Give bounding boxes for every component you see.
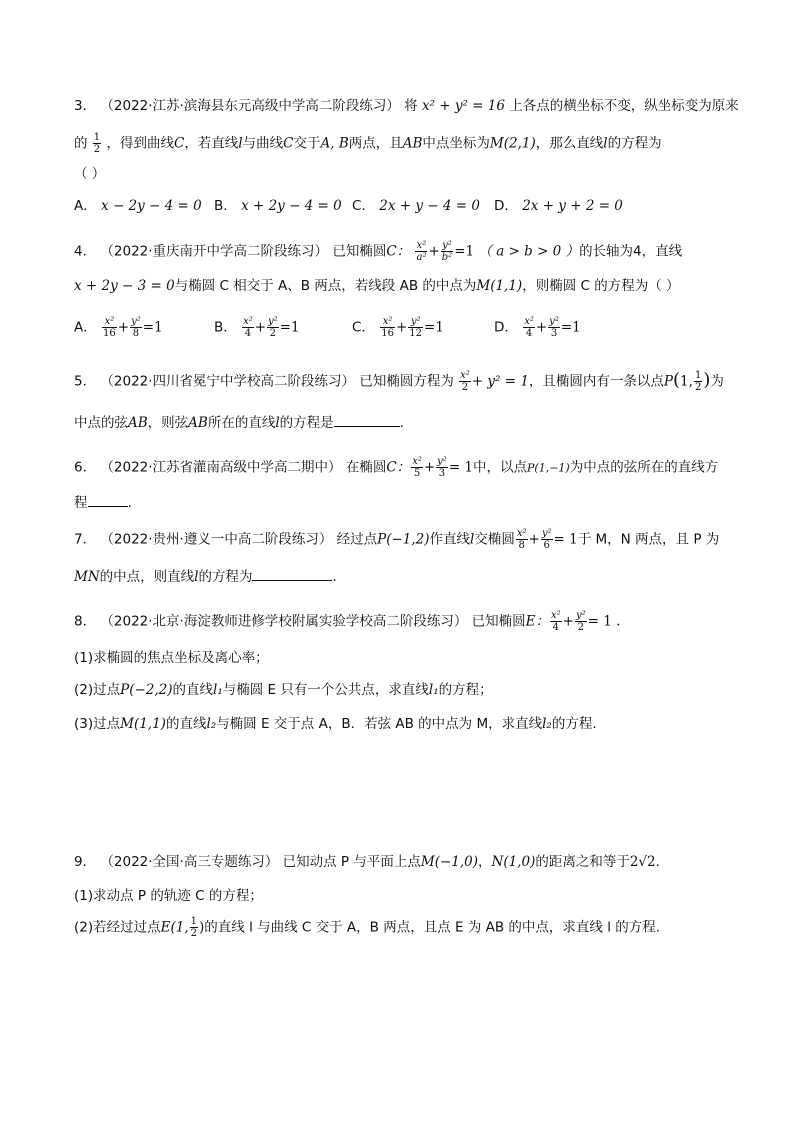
- fraction: [436, 456, 448, 479]
- text: 已知椭圆方程为: [359, 373, 454, 390]
- numerator: x²: [416, 240, 427, 251]
- text: .: [399, 415, 404, 431]
- fraction: [102, 316, 117, 339]
- math-var: P(−2,2): [120, 682, 173, 698]
- option-c[interactable]: [352, 316, 444, 339]
- fraction: [408, 316, 423, 339]
- numerator: y²: [437, 456, 447, 467]
- plus: +: [423, 459, 436, 476]
- denominator: 16: [103, 328, 116, 339]
- paren-close: ): [703, 369, 711, 391]
- denominator: 2: [694, 382, 702, 393]
- question-source: （2022·贵州·遵义一中高二阶段练习）: [100, 531, 333, 548]
- denominator: 3: [550, 328, 558, 339]
- math-var: M(1,1): [476, 278, 523, 294]
- denominator: b²: [441, 252, 453, 263]
- plus: +: [535, 319, 548, 336]
- question-5-line-1: [74, 370, 740, 393]
- text: 作直线: [429, 531, 471, 548]
- question-number: 9．: [74, 854, 97, 870]
- math-var: MN: [74, 569, 100, 585]
- plus: +: [562, 613, 574, 630]
- text: .: [127, 495, 132, 511]
- text: 的直线 l 与曲线 C 交于 A，B 两点，且点 E 为 AB 的中点，求直线 l 的方程.: [204, 919, 661, 936]
- numerator: y²: [131, 316, 141, 327]
- text: 为: [710, 373, 724, 390]
- question-9-part-2: [74, 916, 740, 939]
- numerator: y²: [268, 316, 278, 327]
- math-var: l: [194, 569, 199, 585]
- math-var: l₁: [213, 682, 223, 698]
- numerator: y²: [549, 316, 559, 327]
- math-var: l₂: [206, 716, 217, 732]
- math-var: AB: [188, 415, 208, 431]
- fraction: [541, 528, 553, 551]
- text: 交椭圆: [474, 531, 515, 548]
- denominator: 2: [269, 328, 277, 339]
- denominator: 2: [93, 144, 101, 155]
- option-b[interactable]: [214, 316, 300, 339]
- math-var: P(1,−1): [527, 461, 570, 475]
- math-var: P: [663, 373, 674, 390]
- question-8-line-1: [74, 610, 740, 633]
- option-label: D．: [494, 198, 518, 214]
- question-number: 8．: [74, 613, 97, 630]
- question-source: （2022·江苏·滨海县东元高级中学高二阶段练习）: [100, 98, 400, 114]
- text: 的中点，则直线: [99, 569, 195, 585]
- text: 经过点: [336, 531, 378, 548]
- fraction: [516, 528, 528, 551]
- text: ，得到曲线: [106, 135, 174, 152]
- text: 的直线: [172, 682, 214, 698]
- answer-parens: （ ）: [74, 166, 106, 182]
- question-9-part-1: [74, 886, 740, 906]
- text: 为中点的弦所在的直线方: [569, 459, 719, 476]
- numerator: x²: [551, 610, 561, 621]
- option-label: A．: [74, 319, 97, 336]
- text: .: [655, 854, 660, 870]
- question-6-line-1: [74, 456, 740, 479]
- text: 中点坐标为: [422, 135, 490, 152]
- paren-close: ): [199, 919, 205, 936]
- text: 的距离之和等于: [535, 854, 630, 870]
- numerator: x²: [102, 316, 117, 328]
- option-b[interactable]: [214, 196, 342, 216]
- text: 在椭圆: [345, 459, 387, 476]
- question-8-part-3: [74, 714, 740, 734]
- numerator: x²: [460, 370, 470, 381]
- math-var: M(2,1): [489, 135, 536, 152]
- text: (2)若经过过点: [74, 919, 161, 936]
- math-var: M(1,1): [120, 716, 166, 732]
- question-number: 6．: [74, 459, 97, 476]
- denominator: 12: [409, 328, 423, 339]
- numerator: y²: [575, 610, 586, 621]
- option-c[interactable]: [352, 196, 480, 216]
- text: 已知椭圆: [471, 613, 526, 630]
- denominator: 2: [461, 382, 469, 393]
- equals-one: =1: [142, 319, 163, 336]
- text: (1)求动点 P 的轨迹 C 的方程；: [74, 888, 263, 904]
- text: 交于: [293, 135, 321, 152]
- math-var: M(−1,0): [420, 854, 479, 870]
- question-7-line-2: [74, 566, 740, 587]
- text: ，且椭圆内有一条以点: [528, 373, 664, 390]
- math-var: l: [470, 531, 475, 548]
- question-8-part-1: [74, 648, 740, 668]
- denominator: 3: [438, 468, 446, 479]
- math-var: P(−1,2): [377, 531, 430, 548]
- answer-blank[interactable]: [252, 566, 332, 581]
- math-var: E：: [525, 613, 549, 630]
- equals-one: = 1: [448, 459, 474, 476]
- question-source: （2022·北京·海淀教师进修学校附属实验学校高二阶段练习）: [100, 613, 468, 630]
- math-var: C：: [386, 243, 411, 260]
- equals-one: = 1 .: [587, 613, 621, 630]
- text: .: [332, 569, 337, 585]
- math-var: AB: [128, 415, 148, 431]
- question-4-line-1: [74, 240, 740, 263]
- text: ，那么直线: [535, 135, 604, 152]
- numerator: x²: [412, 456, 422, 467]
- text: 两点，且: [348, 135, 403, 152]
- fraction: [411, 456, 423, 479]
- question-source: （2022·四川省冕宁中学校高二阶段练习）: [100, 373, 356, 390]
- question-8-part-2: [74, 680, 740, 700]
- plus: +: [395, 319, 408, 336]
- equals-one: =1: [279, 319, 300, 336]
- math-var: AB: [402, 135, 423, 152]
- text: 的直线: [165, 716, 207, 732]
- option-label: B．: [214, 319, 237, 336]
- text: 与椭圆 E 交于点 A，B．若弦 AB 的中点为 M，求直线: [216, 716, 543, 732]
- math-var: l: [275, 415, 280, 431]
- fraction: [523, 316, 535, 339]
- text: (2)过点: [74, 682, 121, 698]
- option-a[interactable]: [74, 196, 202, 216]
- equals-one: =1: [454, 243, 475, 260]
- text: 已知动点 P 与平面上点: [282, 854, 421, 870]
- math-var: C: [283, 135, 294, 152]
- text: ，若直线: [184, 135, 239, 152]
- denominator: 2: [577, 622, 584, 633]
- option-label: A．: [74, 198, 97, 214]
- text: 程: [74, 495, 88, 511]
- text: 于 M，N 两点，且 P 为: [577, 531, 720, 548]
- question-number: 5．: [74, 373, 97, 390]
- text: 的方程为: [607, 135, 662, 152]
- math-var: l: [238, 135, 243, 152]
- answer-blank[interactable]: [88, 492, 128, 507]
- option-expr: x − 2y − 4 = 0: [101, 198, 202, 214]
- option-d[interactable]: [494, 196, 623, 216]
- question-source: （2022·全国·高三专题练习）: [100, 854, 279, 870]
- question-5-line-2: [74, 412, 740, 433]
- equals-one: = 1: [553, 531, 578, 548]
- text: 将: [404, 98, 418, 114]
- text: 与椭圆 C 相交于 A、B 两点，若线段 AB 的中点为: [174, 278, 477, 294]
- fraction: [550, 610, 562, 633]
- numerator: x²: [524, 316, 534, 327]
- question-source: （2022·重庆南开中学高二阶段练习）: [100, 243, 329, 260]
- text: 与曲线: [242, 135, 284, 152]
- text: 中点的弦: [74, 415, 128, 431]
- fraction: [548, 316, 560, 339]
- math-var: A, B: [320, 135, 349, 152]
- math-var: l₂: [542, 716, 552, 732]
- numerator: y²: [442, 240, 452, 251]
- numerator: 1: [93, 132, 101, 143]
- text: ，则椭圆 C 的方程为（ ）: [522, 278, 680, 294]
- option-label: B．: [214, 198, 237, 214]
- text: 的方程是: [279, 415, 334, 431]
- sqrt-value: 2√2: [629, 854, 656, 870]
- denominator: 16: [381, 328, 394, 339]
- fraction: [242, 316, 254, 339]
- denominator: a²: [416, 252, 427, 263]
- denominator: 5: [413, 468, 421, 479]
- plus: +: [117, 319, 130, 336]
- math-var: l₁: [428, 682, 439, 698]
- text: (1)求椭圆的焦点坐标及离心率；: [74, 650, 269, 666]
- fraction: [93, 132, 101, 155]
- question-9-line-1: [74, 852, 740, 872]
- question-4-line-2: [74, 276, 740, 296]
- option-label: D．: [494, 319, 518, 336]
- text: 的方程为: [198, 569, 253, 585]
- equation: + y² = 1: [471, 373, 529, 390]
- fraction: [267, 316, 279, 339]
- text: 中，以点: [473, 459, 528, 476]
- fraction: [380, 316, 395, 339]
- text: 上各点的横坐标不变，纵坐标变为原来: [509, 98, 739, 114]
- equation: x + 2y − 3 = 0: [74, 278, 175, 294]
- point-x: 1,: [680, 373, 693, 390]
- denominator: 6: [543, 540, 550, 551]
- fraction-y2-b2: [441, 240, 453, 263]
- question-3-line-1: [74, 96, 740, 116]
- paren-open: (: [673, 369, 681, 391]
- option-expr: 2x + y − 4 = 0: [379, 198, 480, 214]
- text: (3)过点: [74, 716, 121, 732]
- text: 的长轴为4，直线: [579, 243, 683, 260]
- numerator: 1: [190, 916, 198, 927]
- plus: +: [528, 531, 540, 548]
- denominator: 4: [552, 622, 560, 633]
- text: ，则弦: [147, 415, 189, 431]
- plus: +: [428, 243, 440, 260]
- numerator: x²: [380, 316, 395, 328]
- fraction: [575, 610, 587, 633]
- answer-blank[interactable]: [334, 412, 400, 427]
- fraction-x2-2: [459, 370, 471, 393]
- option-d[interactable]: [494, 316, 581, 339]
- question-3-line-2: [74, 132, 740, 155]
- equals-one: =1: [560, 319, 581, 336]
- question-number: 4．: [74, 243, 97, 260]
- denominator: 4: [525, 328, 533, 339]
- text: 的方程；: [438, 682, 493, 698]
- text: 的方程．: [551, 716, 606, 732]
- option-expr: x + 2y − 4 = 0: [241, 198, 342, 214]
- numerator: 1: [694, 370, 702, 381]
- option-expr: 2x + y + 2 = 0: [522, 198, 623, 214]
- denominator: 2: [190, 928, 198, 939]
- denominator: 8: [518, 540, 525, 551]
- numerator: x²: [516, 528, 527, 539]
- option-a[interactable]: [74, 316, 163, 339]
- option-label: C．: [352, 198, 375, 214]
- text: 的: [74, 135, 88, 152]
- math-var: l: [603, 135, 608, 152]
- plus: +: [254, 319, 267, 336]
- question-source: （2022·江苏省灌南高级中学高二期中）: [100, 459, 342, 476]
- condition: （ a > b > 0 ）: [478, 243, 580, 260]
- fraction-x2-a2: [415, 240, 427, 263]
- math-var: C：: [386, 459, 411, 476]
- question-number: 3．: [74, 98, 97, 114]
- text: 所在的直线: [207, 415, 276, 431]
- math-var: E(1,: [160, 919, 189, 936]
- equation: x² + y² = 16: [421, 98, 505, 114]
- option-label: C．: [352, 319, 375, 336]
- fraction: [190, 916, 198, 939]
- text: 已知椭圆: [332, 243, 387, 260]
- denominator: 4: [244, 328, 252, 339]
- text: 与椭圆 E 只有一个公共点，求直线: [222, 682, 429, 698]
- math-var: C: [173, 135, 185, 152]
- question-3-line-3: [74, 164, 740, 184]
- fraction: [694, 370, 702, 393]
- numerator: y²: [408, 316, 423, 328]
- question-number: 7．: [74, 531, 97, 548]
- math-var: N(1,0): [491, 854, 536, 870]
- numerator: x²: [243, 316, 253, 327]
- question-6-line-2: [74, 492, 740, 513]
- denominator: 8: [132, 328, 140, 339]
- fraction: [130, 316, 142, 339]
- numerator: y²: [541, 528, 552, 539]
- text: ，: [478, 854, 492, 870]
- equals-one: =1: [424, 319, 444, 336]
- question-7-line-1: [74, 528, 740, 551]
